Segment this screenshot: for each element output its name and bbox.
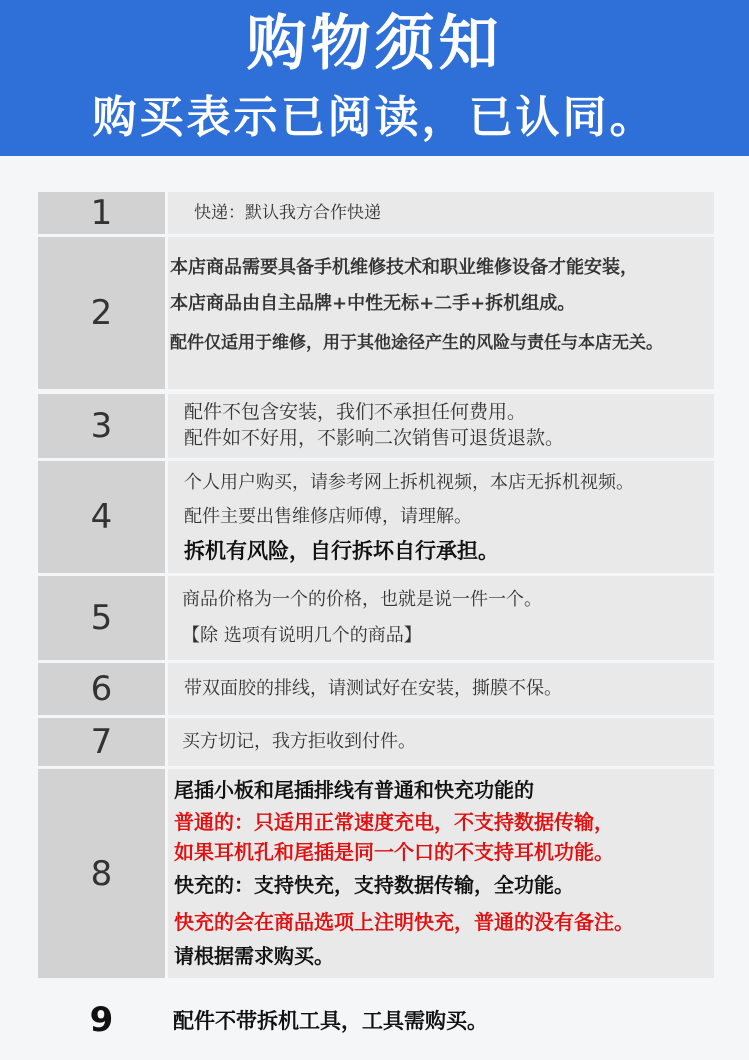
table-row-5 xyxy=(38,576,714,660)
row-number: 3 xyxy=(38,394,165,458)
row-text: 带双面胶的排线，请测试好在安装，撕膜不保。 xyxy=(184,677,562,699)
table-row-4 xyxy=(38,461,714,573)
table-row-7 xyxy=(38,718,714,766)
row-text: 快递：默认我方合作快递 xyxy=(194,202,381,223)
row-number: 6 xyxy=(38,663,165,715)
row-text: 配件主要出售维修店师傅，请理解。 xyxy=(184,506,472,527)
row-number: 4 xyxy=(38,461,165,573)
header-banner xyxy=(0,0,749,156)
row-text: 本店商品需要具备手机维修技术和职业维修设备才能安装， xyxy=(170,257,638,278)
page-title: 购物须知 xyxy=(246,9,503,79)
table-row-3 xyxy=(38,394,714,458)
table-row-9 xyxy=(38,992,714,1048)
row-text: 配件不带拆机工具，工具需购买。 xyxy=(173,1009,488,1033)
row-text: 个人用户购买，请参考网上拆机视频，本店无拆机视频。 xyxy=(184,472,634,493)
row-text: 请根据需求购买。 xyxy=(174,944,334,968)
row-text: 尾插小板和尾插排线有普通和快充功能的 xyxy=(174,778,534,802)
row-number: 2 xyxy=(38,237,165,389)
row-text-warning: 如果耳机孔和尾插是同一个口的不支持耳机功能。 xyxy=(174,840,614,864)
table-row-8 xyxy=(38,769,714,978)
row-number: 1 xyxy=(38,192,165,234)
row-text: 配件仅适用于维修，用于其他途径产生的风险与责任与本店无关。 xyxy=(170,333,663,353)
row-text-warning: 快充的会在商品选项上注明快充，普通的没有备注。 xyxy=(174,910,634,934)
table-row-6 xyxy=(38,663,714,715)
row-number: 5 xyxy=(38,576,165,660)
row-text: 商品价格为一个的价格，也就是说一件一个。 xyxy=(182,589,542,610)
row-text: 快充的：支持快充，支持数据传输，全功能。 xyxy=(174,873,574,897)
row-text: 配件不包含安装，我们不承担任何费用。 xyxy=(184,401,527,424)
row-text: 本店商品由自主品牌+中性无标+二手+拆机组成。 xyxy=(170,293,576,314)
row-text-emphasis: 拆机有风险，自行拆坏自行承担。 xyxy=(184,539,499,563)
row-text: 配件如不好用，不影响二次销售可退货退款。 xyxy=(184,427,565,449)
row-number: 8 xyxy=(38,769,165,978)
row-number: 9 xyxy=(89,1000,114,1040)
row-text-warning: 普通的：只适用正常速度充电，不支持数据传输， xyxy=(174,810,614,834)
page-subtitle: 购买表示已阅读，已认同。 xyxy=(92,92,657,143)
row-text: 【除 选项有说明几个的商品】 xyxy=(182,625,422,646)
table-row-1 xyxy=(38,192,714,234)
row-number: 7 xyxy=(38,718,165,766)
table-row-2 xyxy=(38,237,714,389)
row-text: 买方切记，我方拒收到付件。 xyxy=(182,730,416,752)
